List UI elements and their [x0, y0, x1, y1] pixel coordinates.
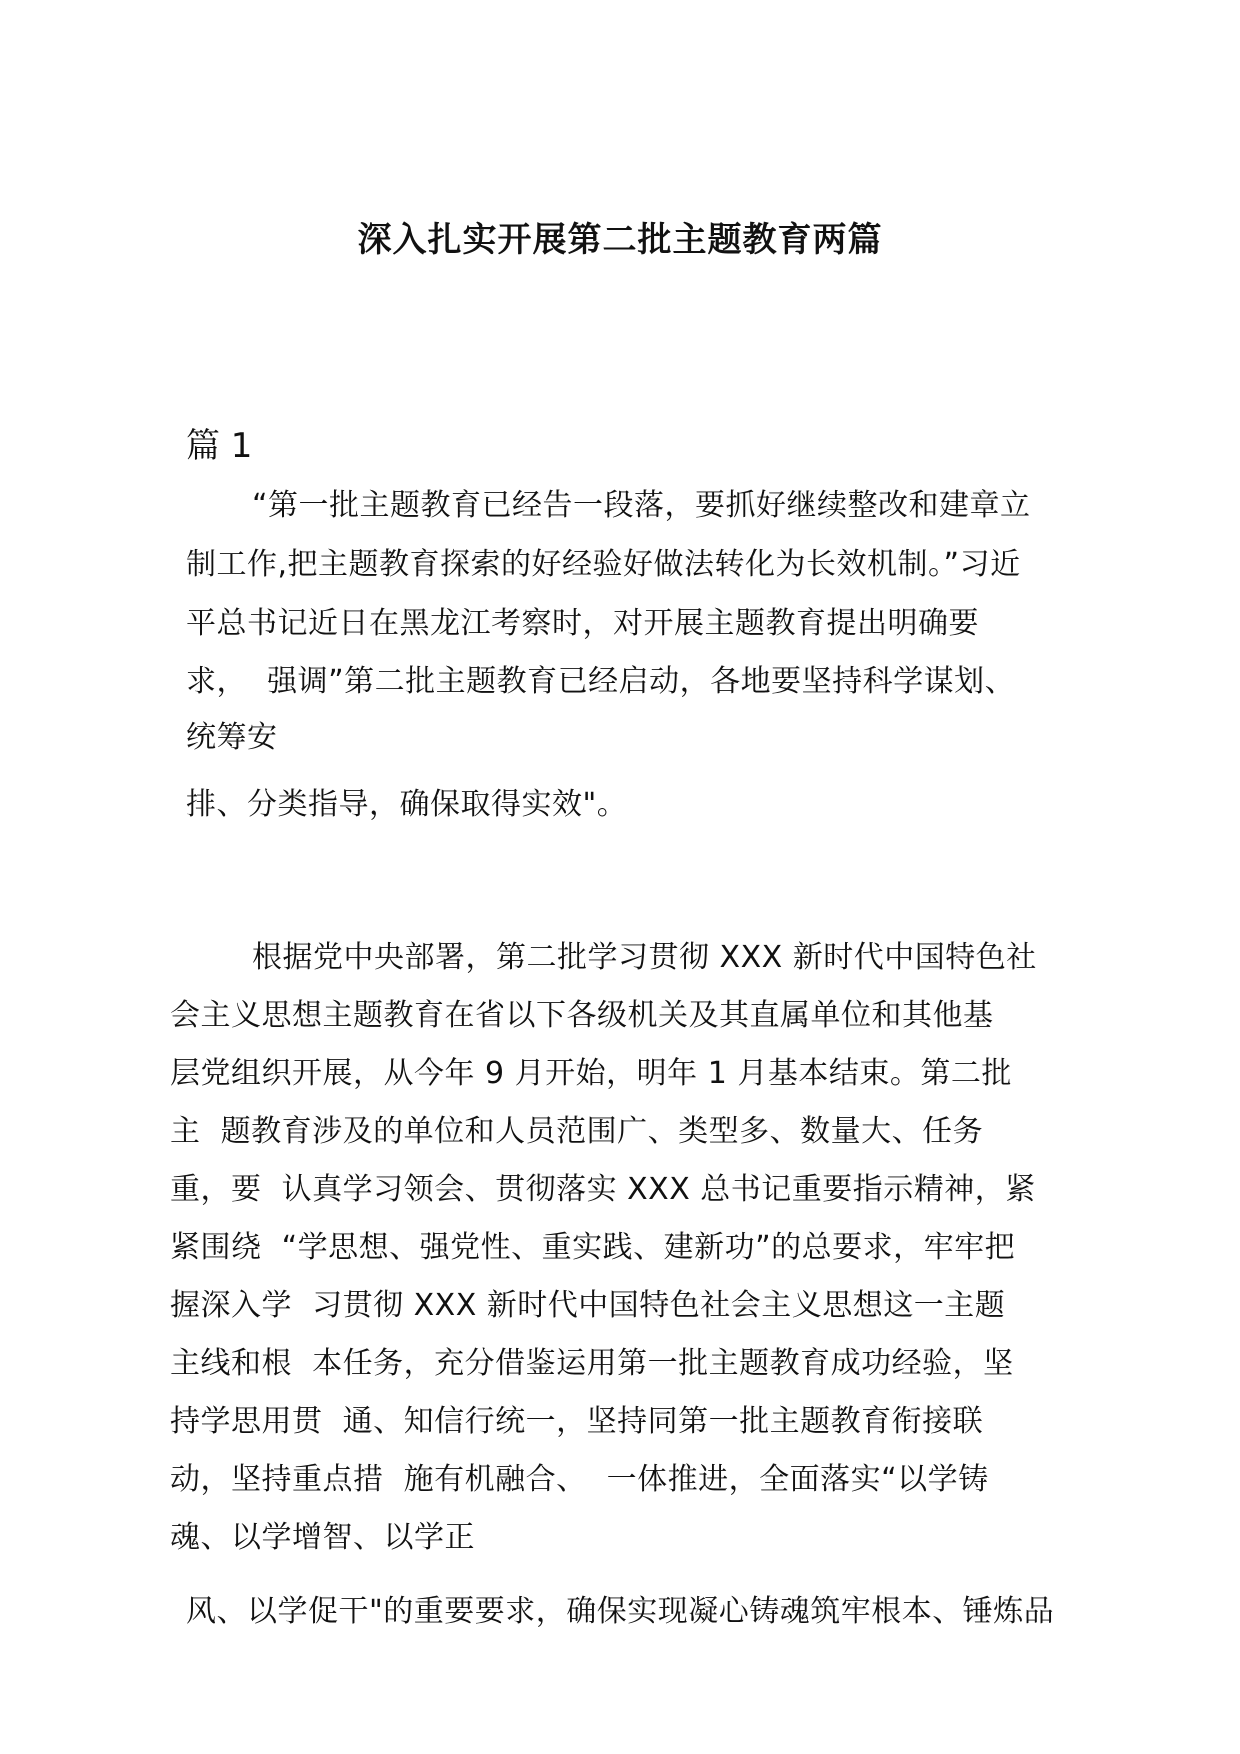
paragraph-2-line: 紧围绕 “学思想、强党性、重实践、建新功”的总要求，牢牢把	[170, 1230, 1016, 1265]
section-heading: 篇 1	[186, 426, 253, 466]
paragraph-2-line: 根据党中央部署，第二批学习贯彻 XXX 新时代中国特色社	[252, 940, 1037, 975]
paragraph-2-line: 魂、以学增智、以学正	[170, 1520, 475, 1555]
paragraph-1-line: 制工作,把主题教育探索的好经验好做法转化为长效机制。”习近	[186, 547, 1021, 582]
paragraph-2-tail: 风、以学促干"的重要要求，确保实现凝心铸魂筑牢根本、锤炼品	[186, 1594, 1055, 1629]
paragraph-2-line: 主线和根 本任务，充分借鉴运用第一批主题教育成功经验，坚	[170, 1346, 1014, 1381]
paragraph-2-line: 层党组织开展，从今年 9 月开始，明年 1 月基本结束。第二批	[170, 1056, 1012, 1091]
paragraph-1-tail: 排、分类指导，确保取得实效"。	[186, 787, 628, 822]
document-title: 深入扎实开展第二批主题教育两篇	[357, 220, 883, 260]
paragraph-2-line: 握深入学 习贯彻 XXX 新时代中国特色社会主义思想这一主题	[170, 1288, 1006, 1323]
paragraph-2-line: 持学思用贯 通、知信行统一，坚持同第一批主题教育衔接联	[170, 1404, 984, 1439]
paragraph-1-line: 求， 强调”第二批主题教育已经启动，各地要坚持科学谋划、	[186, 664, 1016, 699]
paragraph-2-line: 重，要 认真学习领会、贯彻落实 XXX 总书记重要指示精神，紧	[170, 1172, 1036, 1207]
paragraph-1-line: “第一批主题教育已经告一段落，要抓好继续整改和建章立	[252, 488, 1031, 523]
paragraph-1-line: 统筹安	[186, 720, 278, 755]
paragraph-2-line: 会主义思想主题教育在省以下各级机关及其直属单位和其他基	[170, 998, 994, 1033]
paragraph-1-line: 平总书记近日在黑龙江考察时，对开展主题教育提出明确要	[186, 606, 979, 641]
paragraph-2-line: 主 题教育涉及的单位和人员范围广、类型多、数量大、任务	[170, 1114, 984, 1149]
paragraph-2-line: 动，坚持重点措 施有机融合、 一体推进，全面落实“以学铸	[170, 1462, 989, 1497]
